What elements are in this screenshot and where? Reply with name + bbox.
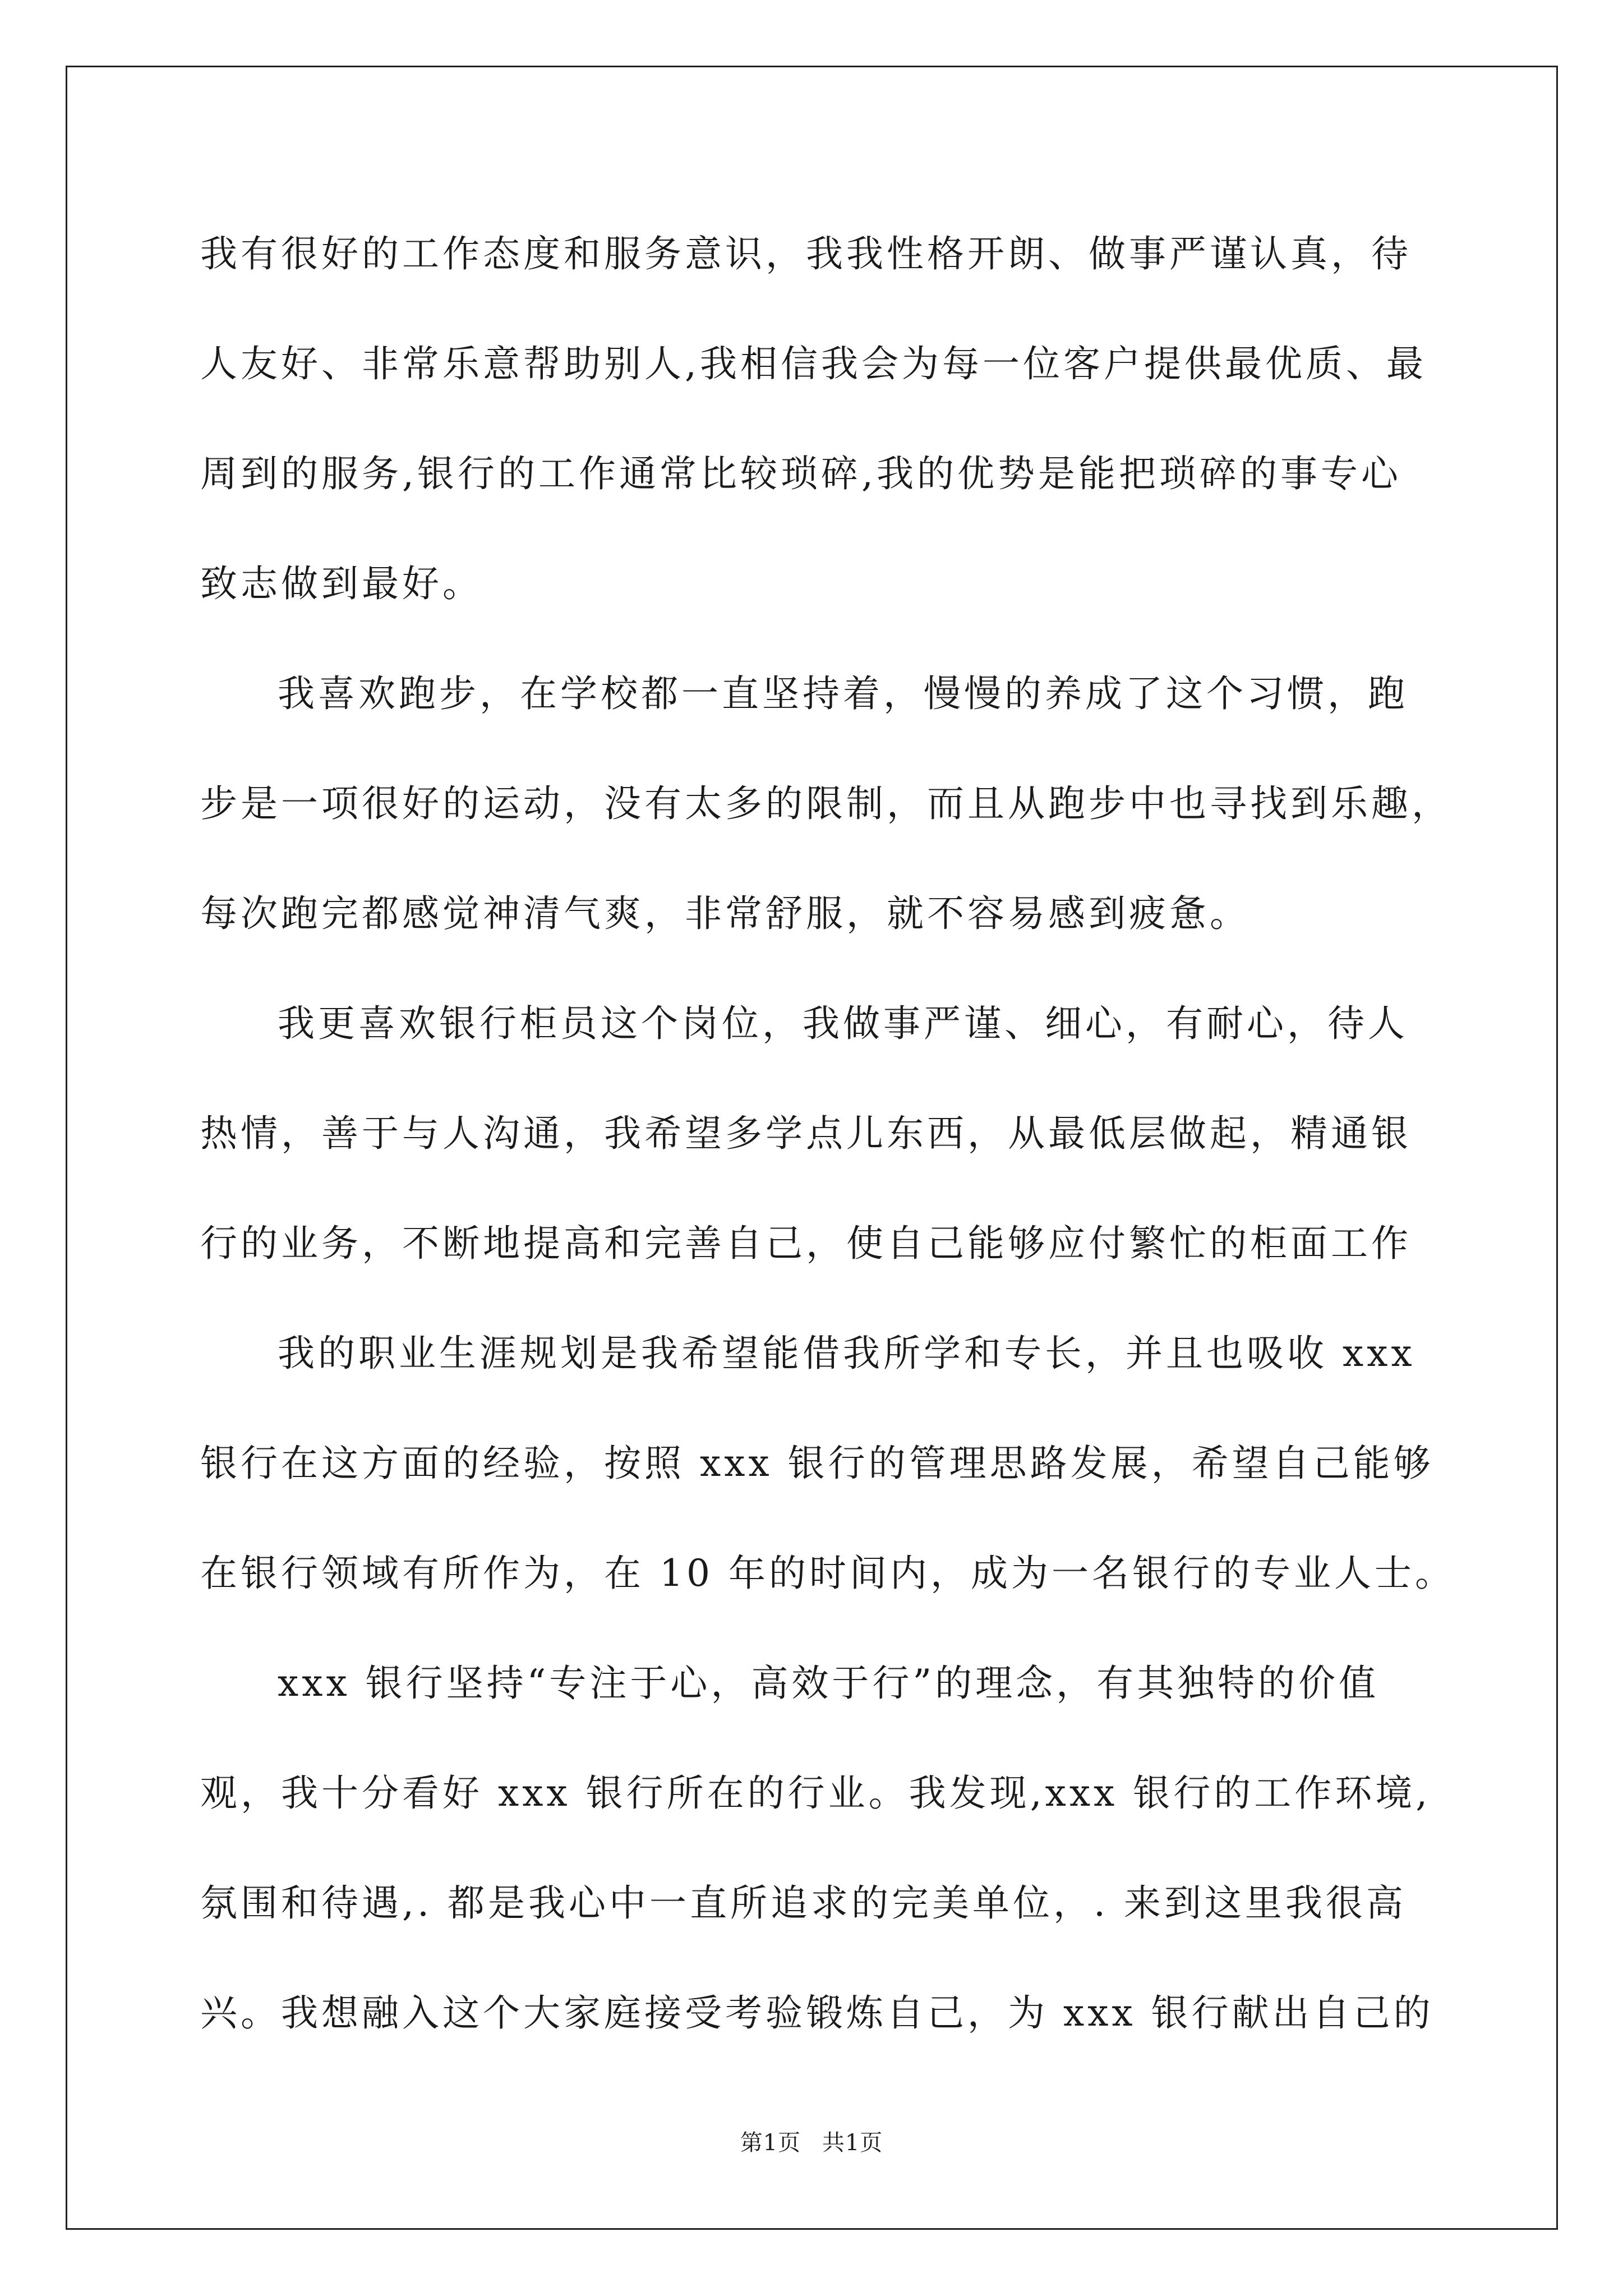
text-line: 人友好、非常乐意帮助别人,我相信我会为每一位客户提供最优质、最 [200,342,1427,385]
page-total: 共1页 [822,2130,883,2156]
page-number: 第1页 [740,2130,801,2156]
text-line: 我有很好的工作态度和服务意识，我我性格开朗、做事严谨认真，待 [200,232,1412,275]
text-line: 在银行领域有所作为，在 10 年的时间内，成为一名银行的专业人士。 [200,1552,1455,1595]
text-line: 周到的服务,银行的工作通常比较琐碎,我的优势是能把琐碎的事专心 [200,452,1401,495]
page-footer [0,2125,1623,2157]
text-line: 我更喜欢银行柜员这个岗位，我做事严谨、细心，有耐心，待人 [278,1002,1408,1045]
text-line: xxx 银行坚持“专注于心，高效于行”的理念，有其独特的价值 [278,1662,1380,1705]
text-line: 步是一项很好的运动，没有太多的限制，而且从跑步中也寻找到乐趣， [200,782,1452,825]
text-line: 致志做到最好。 [200,562,483,605]
text-line: 观，我十分看好 xxx 银行所在的行业。我发现,xxx 银行的工作环境, [200,1772,1431,1815]
text-line: 我喜欢跑步，在学校都一直坚持着，慢慢的养成了这个习惯，跑 [278,672,1408,715]
document-body [200,199,1455,2068]
text-line: 我的职业生涯规划是我希望能借我所学和专长，并且也吸收 xxx [278,1332,1415,1375]
text-line: 行的业务，不断地提高和完善自己，使自己能够应付繁忙的柜面工作 [200,1222,1412,1265]
text-line: 每次跑完都感觉神清气爽，非常舒服，就不容易感到疲惫。 [200,892,1250,935]
text-line: 兴。我想融入这个大家庭接受考验锻炼自己，为 xxx 银行献出自己的 [200,1991,1434,2035]
text-line: 热情，善于与人沟通，我希望多学点儿东西，从最低层做起，精通银 [200,1112,1412,1155]
text-line: 氛围和待遇,. 都是我心中一直所追求的完美单位，. 来到这里我很高 [200,1881,1407,1925]
text-line: 银行在这方面的经验，按照 xxx 银行的管理思路发展，希望自己能够 [200,1442,1434,1485]
